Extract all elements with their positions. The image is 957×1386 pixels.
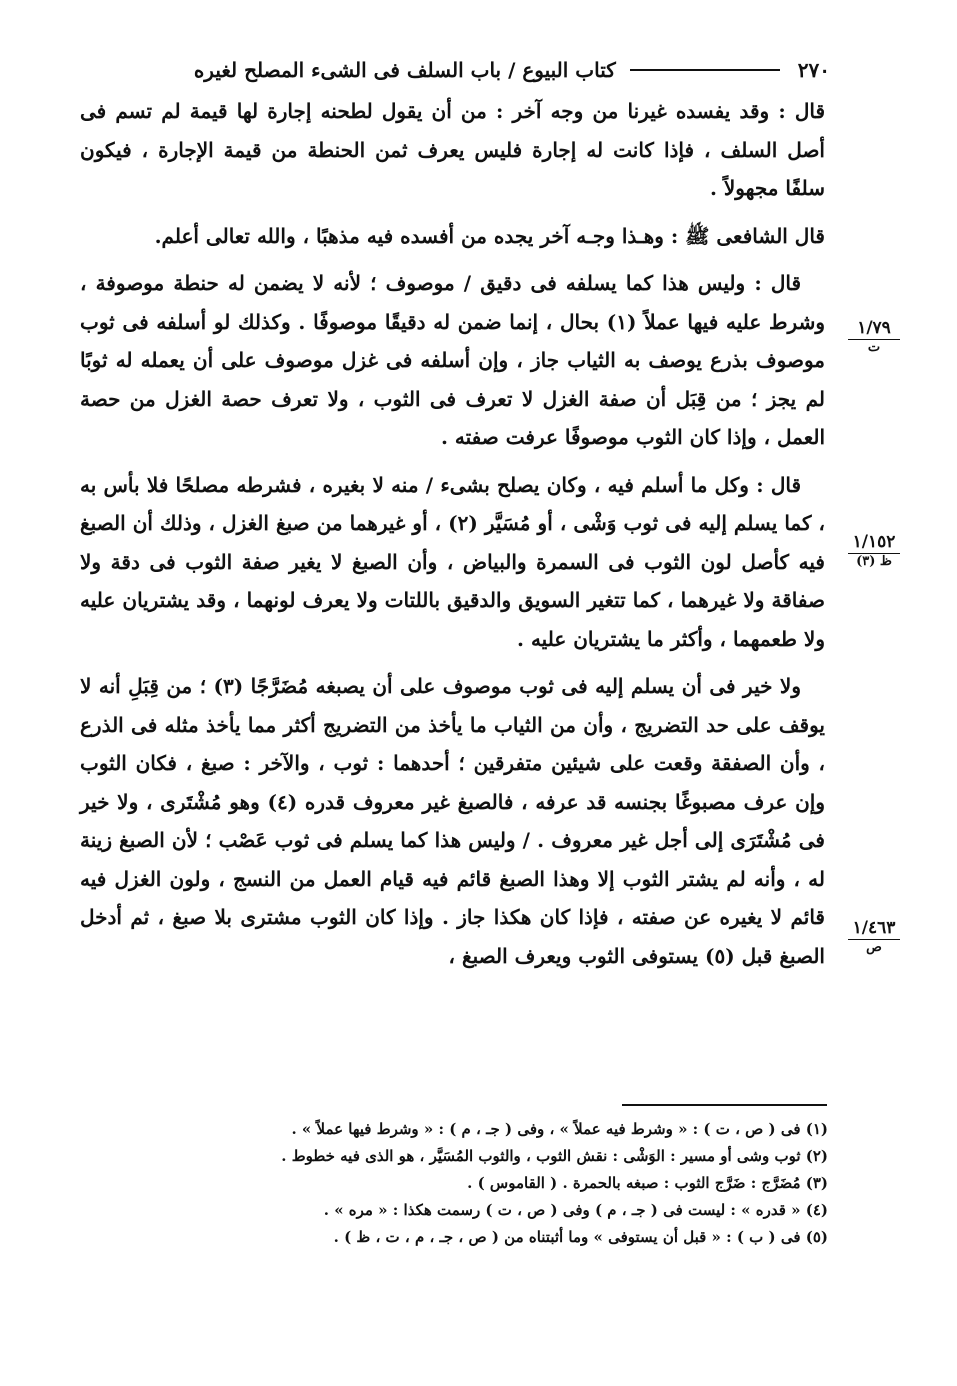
paragraph-text: وليس هذا كما يسلفه فى دقيق / موصوف ؛ لأنه لا يضمن له حنطة موصوفة ، وشرط عليه فيها عملاً (١) بحال ، إنما ضمن له دقيقًا موصوفًا . وكذلك لو أسلفه فى ثوب موصوف بذرع يوصف به الثياب جاز ، وإن أسلفه فى غزل موصوف على أن يعمله له ثوبًا لم يجز ؛ من قِبَل أن صفة الغزل لا تعرف فى الثوب ، ولا تعرف حصة الغزل من حصة العمل ، وإذا كان الثوب موصوفًا عرفت صفته . [80, 271, 825, 449]
marginal-note-source: ت [867, 340, 881, 355]
page-header [60, 50, 830, 90]
footnote-separator [622, 1104, 827, 1106]
paragraph [80, 264, 825, 457]
footnote: (٣) مُضَرَّج : ضَرَّج الثوب : صبغه بالحمرة . ( القاموس ) . [467, 1174, 828, 1192]
footnote: (٢) ثوب وشى أو مسير : الوَشْى : نقش الثوب ، والثوب المُسَيَّر ، هو الذى فيه خطوط . [281, 1147, 828, 1165]
marginal-note-source: ص [866, 940, 882, 955]
paragraph [80, 217, 825, 256]
marginal-note [848, 318, 900, 356]
marginal-note-number: ١/٤٦٣ [848, 918, 900, 940]
page-number: ٢٧٠ [797, 58, 830, 82]
marginal-note-source: ظ (٣) [856, 554, 892, 569]
marginal-note-number: ١/٧٩ [848, 318, 900, 340]
marginal-note [848, 918, 900, 956]
header-rule [630, 69, 780, 71]
paragraph-lead: قال : [756, 472, 802, 497]
paragraph-text: وقد يفسده غيرنا من وجه آخر : من أن يقول لطحنه إجارة لها قيمة لم تسم فى أصل السلف ، فإذا كانت له إجارة فليس يعرف ثمن الحنطة من قيمة الإجارة ، فيكون سلفًا مجهولاً . [80, 99, 825, 200]
footnote: (٤) « قدره » : ليست فى ( جـ ، م ) وفى ( ص ، ت ) رسمت هكذا : « مره » . [323, 1201, 828, 1219]
marginal-note [848, 532, 900, 570]
main-text [80, 92, 825, 984]
paragraph-lead: قال الشافعى ﷺ : [670, 223, 825, 248]
paragraph [80, 466, 825, 659]
paragraph-text: وكل ما أسلم فيه ، وكان يصلح بشىء / منه لا بغيره ، فشرطه مصلحًا فلا بأس به ، كما يسلم إليه فى ثوب وَشْى ، أو مُسَيَّر (٢) ، أو غيرهما من صبغ الغزل ، وذلك أن الصبغ فيه كأصل لون الثوب فى السمرة والبياض ، وأن الصبغ لا يغير صفة الثوب فى دقة ولا صفاقة ولا غيرهما ، كما تتغير السويق والدقيق باللتات ولا يعرف لونهما ، وقد يشتريان عليه ولا طعمهما ، وأكثر ما يشتريان عليه . [80, 472, 825, 651]
paragraph [80, 667, 825, 975]
paragraph-text: وهـذا وجـه آخر يجده من أفسده فيه مذهبًا ، والله تعالى أعلم. [154, 223, 671, 248]
paragraph-text: ولا خير فى أن يسلم إليه فى ثوب موصوف على أن يصبغه مُضَرَّجًا (٣) ؛ من قِبَلِ أنه لا يوقف على حد التضريج ، وأن من الثياب ما يأخذ من التضريج أكثر مما يأخذ مثله فى الذرع ، وأن الصفقة وقعت على شيئين متفرقين ؛ أحدهما : ثوب ، والآخر : صبغ ، فكان الثوب وإن عرف مصبوغًا بجنسه قد عرفه ، فالصبغ غير معروف قدره (٤) وهو مُشْتَرى ، ولا خير فى مُشْتَرَى إلى أجل غير معروف . / وليس هذا كما يسلم فى ثوب عَصْب ؛ لأن الصبغ زينة له ، وأنه لم يشتر الثوب إلا وهذا الصبغ قائم فيه قيام العمل من النسج ، ولون الغزل فيه قائم لا يغيره عن صفته ، فإذا كان هكذا جاز . وإذا كان الثوب مشترى بلا صبغ ، ثم أدخل الصبغ قبل (٥) يستوفى الثوب ويعرف الصبغ ، [80, 674, 825, 968]
footnote: (١) فى ( ص ، ت ) : « وشرط فيه عملاً » ، وفى ( جـ ، م ) : « وشرط فيها عملاً » . [291, 1120, 828, 1138]
paragraph-lead: قال : [754, 271, 802, 295]
running-title: كتاب البيوع / باب السلف فى الشىء المصلح لغيره [193, 58, 616, 82]
paragraph-lead: قال : [778, 99, 826, 123]
paragraph [80, 92, 825, 208]
marginal-note-number: ١/١٥٢ [848, 532, 900, 554]
footnote: (٥) فى ( ب ) : « قبل أن يستوفى » وما أثبتناه من ( ص ، جـ ، م ، ت ، ظ ) . [333, 1228, 828, 1246]
footnotes [150, 1116, 828, 1251]
